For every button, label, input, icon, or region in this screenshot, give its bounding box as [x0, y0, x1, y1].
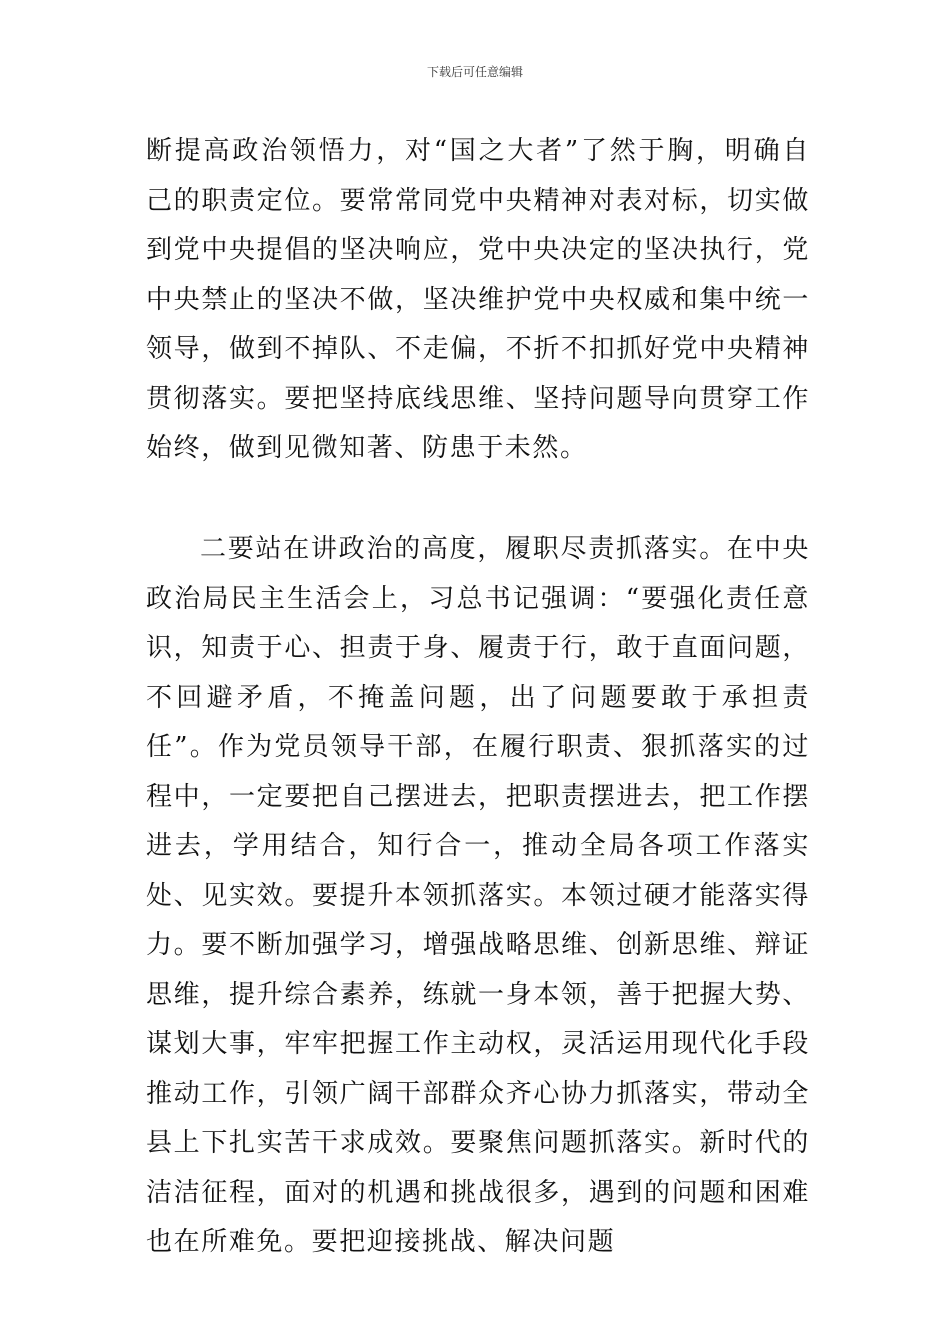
paragraph-1: 断提高政治领悟力，对“国之大者”了然于胸，明确自己的职责定位。要常常同党中央精神对表对标，切实做到党中央提倡的坚决响应，党中央决定的坚决执行，党中央禁止的坚决不做，坚决维护党中央权威和集中统一领导，做到不掉队、不走偏，不折不扣抓好党中央精神贯彻落实。要把坚持底线思维、坚持问题导向贯穿工作始终，做到见微知著、防患于未然。: [146, 136, 810, 463]
paragraph-2: 二要站在讲政治的高度，履职尽责抓落实。在中央政治局民主生活会上，习总书记强调：“要强化责任意识，知责于心、担责于身、履责于行，敢于直面问题，不回避矛盾，不掩盖问题，出了问题要敢于承担责任”。作为党员领导干部，在履行职责、狠抓落实的过程中，一定要把自己摆进去，把职责摆进去，把工作摆进去，学用结合，知行合一，推动全局各项工作落实处、见实效。要提升本领抓落实。本领过硬才能落实得力。要不断加强学习，增强战略思维、创新思维、辩证思维，提升综合素养，练就一身本领，善于把握大势、谋划大事，牢牢把握工作主动权，灵活运用现代化手段推动工作，引领广阔干部群众齐心协力抓落实，带动全县上下扎实苦干求成效。要聚焦问题抓落实。新时代的洁洁征程，面对的机遇和挑战很多，遇到的问题和困难也在所难免。要把迎接挑战、解决问题: [146, 534, 810, 1257]
page-header: 下载后可任意编辑: [426, 65, 523, 79]
